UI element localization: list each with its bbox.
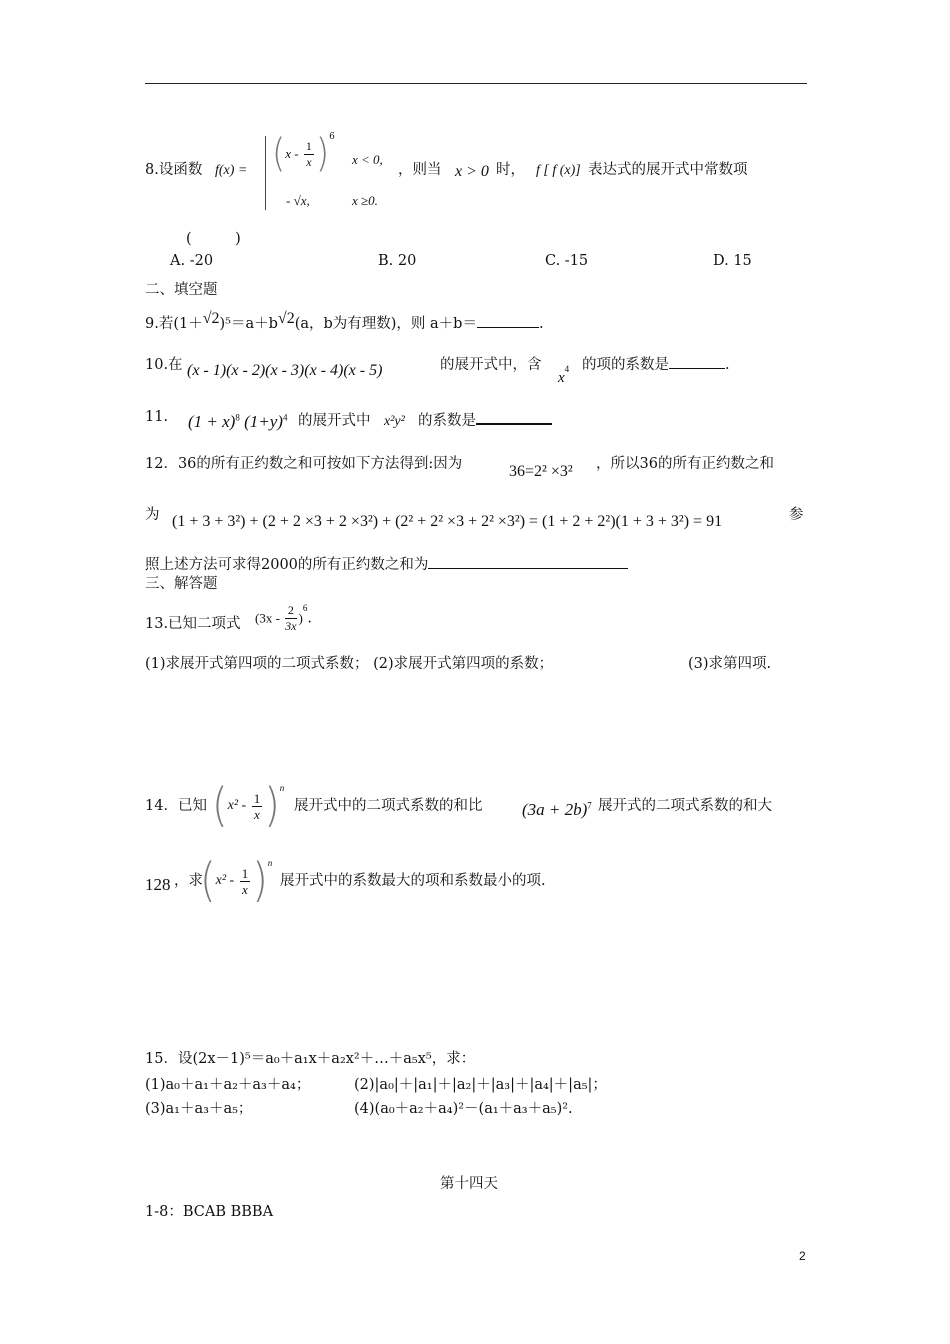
q14-expr3: (x² - $\frac{1}{x}$ )$^n$ — [200, 854, 273, 908]
q8-choice-a: A. -20 — [170, 253, 214, 269]
q9-pre: 9.若(1＋ — [145, 316, 203, 332]
q12-formula: (1 + 3 + 3²) + (2 + 2 ×3 + 2 ×3²) + (2² + 2² ×3 + 2² ×3²) = (1 + 2 + 2²)(1 + 3 + 3²) = 91 — [172, 513, 723, 530]
q8-brace — [265, 136, 270, 210]
q8-ffx: f [ f (x)] — [536, 163, 581, 178]
q13-part3: (3)求第四项. — [688, 656, 772, 672]
q10-expr: (x - 1)(x - 2)(x - 3)(x - 4)(x - 5) — [187, 362, 383, 379]
q14-expr2: $(3a + 2b)^7$ — [522, 800, 592, 819]
q14-expr1: (x² - $\frac{1}{x}$ )$^n$ — [212, 779, 285, 833]
q10-term: $x^4$ — [558, 364, 570, 386]
q14-qiu: ，求 — [174, 873, 203, 889]
q14-post: 展开式的二项式系数的和大 — [598, 798, 772, 814]
q14-mid: 展开式中的二项式系数的和比 — [294, 798, 483, 814]
q8-case1 — [272, 131, 335, 177]
q15-p3: (3)a₁＋a₃＋a₅； — [145, 1101, 253, 1117]
q8-case1-frac: $\frac{1}{x}$ — [305, 138, 312, 169]
q12-line3: 照上述方法可求得2000的所有正约数之和为 — [145, 553, 628, 574]
q8-case1-cond: x < 0, — [352, 152, 383, 167]
q13-frac: $\frac{2}{3x}$ — [285, 603, 297, 633]
q11-expr: $(1 + x)^8$ $(1+y)^4$ — [188, 412, 288, 431]
q8-choice-c: C. -15 — [545, 253, 589, 269]
q15-p4: (4)(a₀＋a₂＋a₄)²－(a₁＋a₃＋a₅)². — [354, 1101, 573, 1117]
q14-frac2: $\frac{1}{x}$ — [241, 865, 249, 897]
answers: 1-8：BCAB BBBA — [145, 1204, 274, 1220]
day-title: 第十四天 — [440, 1176, 498, 1192]
q8-choice-d: D. 15 — [713, 253, 752, 269]
q10-mid: 的展开式中，含 — [440, 357, 542, 373]
q15-p1: (1)a₀＋a₁＋a₂＋a₃＋a₄； — [145, 1077, 311, 1093]
q8-right-paren: ) — [315, 131, 330, 177]
q11-pre: 11. — [145, 409, 169, 425]
q14-pre: 14．已知 — [145, 798, 207, 814]
q13-pre: 13.已知二项式 — [145, 616, 241, 632]
q8-label: 8.设函数 — [145, 162, 203, 178]
q10-pre: 10.在 — [145, 357, 183, 373]
q8-text-when: 时， — [496, 162, 525, 178]
q11-term: x²y² — [384, 414, 405, 429]
q10-post: 的项的系数是 . — [582, 357, 730, 373]
q8-answer-paren: ( ) — [186, 231, 241, 247]
q13-expr: (3x - $\frac{2}{3x}$ )$^6$. — [255, 603, 312, 633]
q12-line1-end: ，所以36的所有正约数之和 — [596, 456, 774, 472]
q9-mid: )⁵＝a＋b — [219, 316, 278, 332]
q11-post: 的系数是 — [418, 409, 552, 430]
q12-can: 参 — [789, 507, 804, 523]
q8-cond: x > 0 — [455, 163, 489, 180]
q8-case2-cond: x ≥0. — [352, 193, 378, 208]
q8-text-mid: ，则当 — [398, 162, 442, 178]
q15-line1: 15．设(2x－1)⁵＝a₀＋a₁x＋a₂x²＋…＋a₅x⁵，求： — [145, 1051, 476, 1067]
q9-post: (a，b为有理数)，则 a＋b＝ — [294, 316, 477, 332]
q14-line2-post: 展开式中的系数最大的项和系数最小的项. — [280, 873, 546, 889]
page-number: 2 — [799, 1249, 806, 1263]
q11-mid: 的展开式中 — [298, 413, 371, 429]
header-rule — [145, 83, 807, 84]
q8-case1-exp: 6 — [329, 132, 335, 142]
q9-line — [145, 312, 544, 333]
q8-case2-expr: - √x, — [286, 193, 310, 208]
q9-blank — [477, 327, 539, 328]
q14-128: 128 — [145, 875, 171, 894]
q12-blank — [428, 568, 628, 569]
q9-sqrt-a: √2 — [202, 310, 220, 327]
q11-blank — [476, 423, 552, 425]
section2-heading: 二、填空题 — [145, 282, 218, 298]
q8-choice-b: B. 20 — [378, 253, 417, 269]
q12-eq: 36=2² ×3² — [509, 463, 573, 480]
section3-heading: 三、解答题 — [145, 576, 218, 592]
q10-blank — [669, 368, 725, 369]
q15-p2: (2)|a₀|＋|a₁|＋|a₂|＋|a₃|＋|a₄|＋|a₅|； — [354, 1077, 607, 1093]
q13-parts: (1)求展开式第四项的二项式系数； (2)求展开式第四项的系数； — [145, 656, 554, 672]
q9-sqrt-b: √2 — [277, 310, 295, 327]
q8-case1-expr: x - — [285, 146, 302, 161]
q8-fx: f(x) = — [215, 163, 248, 178]
q14-frac1: $\frac{1}{x}$ — [253, 790, 261, 822]
q8-left-paren: ( — [272, 131, 286, 177]
q12-wei: 为 — [145, 507, 160, 523]
q9-end: . — [538, 316, 544, 332]
q12-line1: 12．36的所有正约数之和可按如下方法得到:因为 — [145, 456, 463, 472]
q8-text-end: 表达式的展开式中常数项 — [588, 162, 748, 178]
